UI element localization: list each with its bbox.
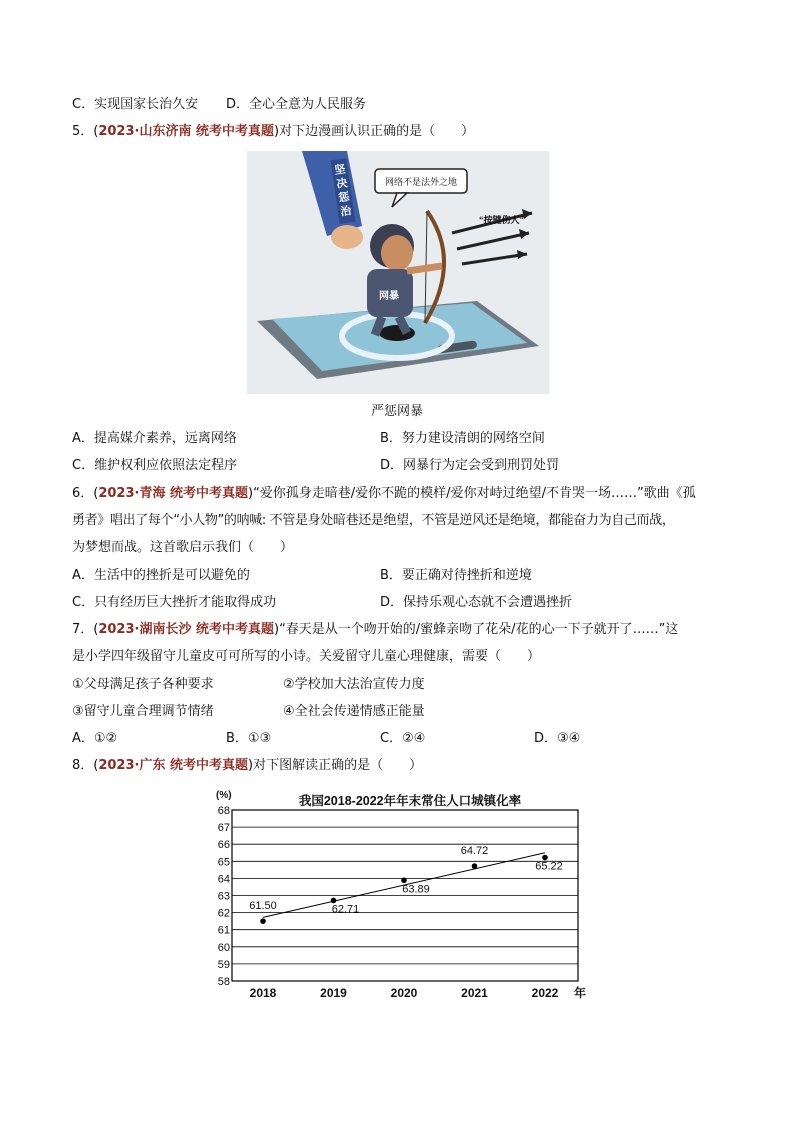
arm <box>407 266 442 271</box>
q7-item-4: ④全社会传递情感正能量 <box>283 704 425 719</box>
x-tick-label: 2018 <box>249 986 277 1000</box>
data-value-label: 61.50 <box>249 900 277 913</box>
q5-option-c: C．维护权利应依照法定程序 <box>72 458 238 473</box>
y-tick-label: 63 <box>217 890 230 903</box>
arrowhead-3 <box>517 250 527 259</box>
q7-option-c: C．②④ <box>380 731 426 746</box>
speech-text: 网络不是法外之地 <box>384 177 458 187</box>
arrow-2 <box>457 233 529 249</box>
sleeve-char: 惩 <box>337 191 351 205</box>
speech-bubble-tail <box>392 193 407 207</box>
chart-title: 我国2018-2022年年末常住人口城镇化率 <box>298 794 522 808</box>
q7-item-2: ②学校加大法治宣传力度 <box>283 677 425 692</box>
cyberbullying-cartoon <box>247 151 549 394</box>
y-axis-unit-label: (%) <box>216 790 232 801</box>
y-tick-label: 65 <box>217 856 230 869</box>
y-tick-labels <box>218 805 230 988</box>
arrowhead-2 <box>519 229 529 239</box>
urbanization-chart <box>210 788 590 1003</box>
y-tick-label: 60 <box>217 941 230 954</box>
q5-option-b: B．努力建设清朗的网络空间 <box>380 431 545 446</box>
q6-text-1: )“爱你孤身走暗巷/爱你不跪的模样/爱你对峙过绝望/不肯哭一场……”歌曲《孤 <box>248 486 696 501</box>
arrow-label: “按键伤人” <box>479 215 525 225</box>
hand <box>331 225 363 249</box>
q7-text-1: )“春天是从一个吻开始的/蜜蜂亲吻了花朵/花的心一下子就开了……”这 <box>274 622 679 637</box>
x-tick-label: 2021 <box>461 986 488 1000</box>
q5-number: 5．( <box>72 124 99 139</box>
data-point <box>331 898 337 904</box>
x-tick-label: 2019 <box>320 986 347 1000</box>
q4-option-c: C．实现国家长治久安 <box>72 97 199 112</box>
face <box>381 235 413 271</box>
q5-question: )对下边漫画认识正确的是（ ） <box>274 124 475 139</box>
grid-layer <box>232 810 578 981</box>
q6-stem-line3: 为梦想而战。这首歌启示我们（ ） <box>72 540 294 555</box>
q7-option-d: D．③④ <box>534 731 581 746</box>
q6-option-a: A．生活中的挫折是可以避免的 <box>72 568 250 583</box>
y-tick-label: 58 <box>217 976 230 988</box>
data-value-label: 64.72 <box>460 845 489 858</box>
q7-item-3: ③留守儿童合理调节情绪 <box>72 704 214 719</box>
q6-stem-line1 <box>72 484 696 504</box>
y-tick-label: 68 <box>217 805 230 817</box>
sleeve-char: 坚 <box>333 163 347 177</box>
q7-stem-line1 <box>72 620 678 640</box>
q5-option-a: A．提高媒介素养，远离网络 <box>72 431 237 446</box>
q5-stem <box>72 122 474 142</box>
y-tick-label: 62 <box>217 907 230 920</box>
q8-stem <box>72 756 422 776</box>
q6-option-d: D．保持乐观心态就不会遭遇挫折 <box>380 595 573 610</box>
data-value-label: 63.89 <box>402 883 430 896</box>
q6-option-b: B．要正确对待挫折和逆境 <box>380 568 532 583</box>
x-axis-unit: 年 <box>574 986 587 1000</box>
cartoon-caption: 严惩网暴 <box>370 404 423 419</box>
q7-option-a: A．①② <box>72 731 118 746</box>
q5-option-d: D．网暴行为定会受到刑罚处罚 <box>380 458 560 473</box>
q7-source: 2023·湖南长沙 统考中考真题 <box>98 622 274 637</box>
q7-number: 7．( <box>72 622 99 637</box>
sleeve-char: 决 <box>335 177 349 191</box>
y-tick-label: 64 <box>217 873 230 886</box>
q6-option-c: C．只有经历巨大挫折才能取得成功 <box>72 595 277 610</box>
q6-stem-line2: 勇者》唱出了每个“小人物”的呐喊: 不管是身处暗巷还是绝望，不管是逆风还是绝境，都能奋力为自己而战， <box>72 513 675 528</box>
y-tick-label: 67 <box>217 822 230 835</box>
sleeve-char: 治 <box>339 205 353 219</box>
q7-option-b: B．①③ <box>226 731 272 746</box>
x-tick-labels <box>250 985 586 1000</box>
hole <box>379 325 415 341</box>
chart-svg <box>210 788 590 1003</box>
q8-number: 8．( <box>72 758 99 773</box>
data-point <box>260 918 266 924</box>
q8-source: 2023·广东 统考中考真题 <box>98 758 248 773</box>
x-tick-label: 2022 <box>531 986 559 1000</box>
data-value-label: 65.22 <box>535 860 563 873</box>
q7-item-1: ①父母满足孩子各种要求 <box>72 677 214 692</box>
q5-source: 2023·山东济南 统考中考真题 <box>98 124 274 139</box>
q7-stem-line2: 是小学四年级留守儿童皮可可所写的小诗。关爱留守儿童心理健康，需要（ ） <box>72 649 541 664</box>
q8-question: )对下图解读正确的是（ ） <box>248 758 423 773</box>
x-tick-label: 2020 <box>390 986 418 1000</box>
arrow-3 <box>462 254 527 264</box>
shirt-label: 网暴 <box>379 291 399 302</box>
y-tick-label: 61 <box>217 924 230 937</box>
q6-number: 6．( <box>72 486 99 501</box>
cartoon-illustration <box>247 151 549 394</box>
data-value-label: 62.71 <box>331 903 360 916</box>
data-point <box>542 855 548 861</box>
data-point <box>401 877 407 883</box>
q6-source: 2023·青海 统考中考真题 <box>98 486 248 501</box>
data-point <box>472 863 478 869</box>
q4-option-d: D．全心全意为人民服务 <box>226 97 367 112</box>
y-tick-label: 59 <box>217 958 230 971</box>
y-tick-label: 66 <box>217 839 230 852</box>
